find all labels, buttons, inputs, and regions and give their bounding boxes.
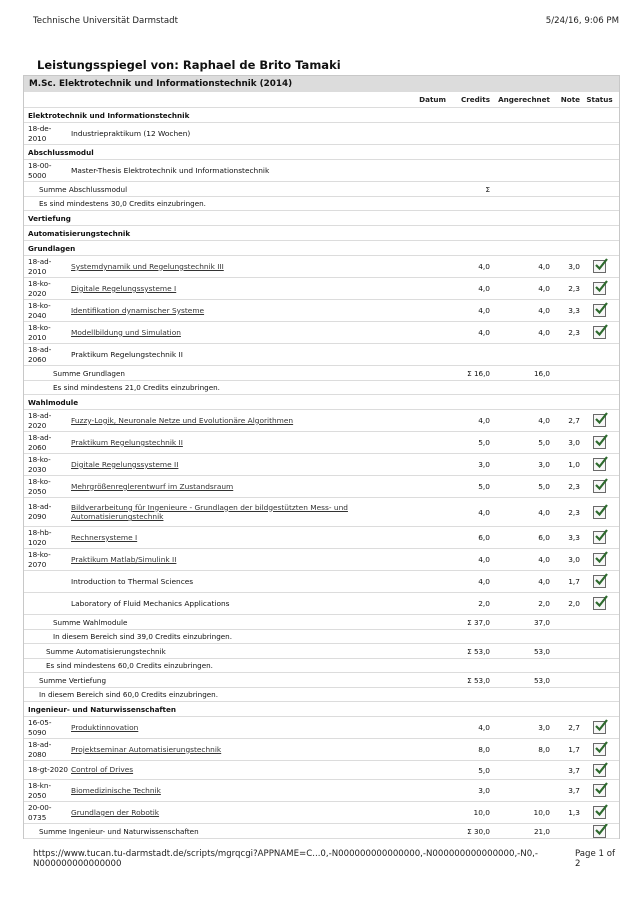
module-code: 16-05-5090 bbox=[28, 717, 52, 737]
footer-url: https://www.tucan.tu-darmstadt.de/scripts/mgrqcgi?APPNAME=C...0,-N000000000000000,-N000000000000000,-N0,-N000000000000000 bbox=[33, 849, 538, 869]
status-cell bbox=[580, 278, 619, 300]
module-code: 20-00-0735 bbox=[28, 802, 52, 822]
col-note: Note bbox=[560, 95, 580, 104]
module-code: 18-ko-2040 bbox=[28, 300, 51, 320]
module-code: 18-kn-2050 bbox=[28, 780, 52, 800]
module-link[interactable]: Biomedizinische Technik bbox=[71, 785, 161, 795]
status-cell bbox=[580, 673, 619, 688]
sum-row bbox=[24, 615, 619, 630]
group-label: Automatisierungstechnik bbox=[28, 228, 131, 238]
header-institution: Technische Universität Darmstadt bbox=[33, 16, 178, 26]
module-note bbox=[550, 123, 580, 145]
module-link[interactable]: Praktikum Matlab/Simulink II bbox=[71, 554, 177, 564]
status-check-icon bbox=[593, 480, 606, 493]
module-angerechnet: 4,0 bbox=[538, 306, 550, 315]
status-cell bbox=[580, 615, 619, 630]
sum-label: Summe Wahlmodule bbox=[53, 617, 128, 627]
module-note: 2,3 bbox=[568, 284, 580, 293]
requirement-note: In diesem Bereich sind 39,0 Credits einzubringen. bbox=[53, 632, 233, 641]
module-row bbox=[24, 300, 619, 322]
module-credits: 3,0 bbox=[478, 460, 490, 469]
module-angerechnet bbox=[490, 344, 550, 366]
module-name: Master-Thesis Elektrotechnik und Informationstechnik bbox=[71, 165, 270, 175]
status-check-icon bbox=[593, 260, 606, 273]
status-check-icon bbox=[593, 597, 606, 610]
module-angerechnet: 5,0 bbox=[538, 438, 550, 447]
group-header-row bbox=[24, 226, 619, 241]
module-credits: 8,0 bbox=[478, 745, 490, 754]
sum-row bbox=[24, 673, 619, 688]
module-code: 18-de-2010 bbox=[28, 123, 52, 143]
module-credits: 4,0 bbox=[478, 284, 490, 293]
status-cell bbox=[580, 717, 619, 739]
transcript-table bbox=[24, 92, 619, 839]
sum-credits: Σ bbox=[485, 184, 490, 194]
module-name: Introduction to Thermal Sciences bbox=[71, 576, 194, 586]
module-link[interactable]: Digitale Regelungssysteme II bbox=[71, 459, 179, 469]
status-cell bbox=[580, 322, 619, 344]
status-check-icon bbox=[593, 414, 606, 427]
sum-row bbox=[24, 366, 619, 381]
module-credits: 10,0 bbox=[473, 808, 490, 817]
module-code: 18-ad-2020 bbox=[28, 410, 52, 430]
status-cell bbox=[580, 300, 619, 322]
module-note bbox=[550, 160, 580, 182]
module-row bbox=[24, 476, 619, 498]
module-code: 18-ad-2090 bbox=[28, 502, 52, 521]
module-code: 18-ad-2060 bbox=[28, 344, 52, 364]
requirement-note-row bbox=[24, 630, 619, 644]
sum-label: Summe Ingenieur- und Naturwissenschaften bbox=[39, 826, 199, 836]
module-angerechnet: 5,0 bbox=[538, 482, 550, 491]
module-note: 1,7 bbox=[568, 745, 580, 754]
status-check-icon bbox=[593, 743, 606, 756]
col-angerechnet: Angerechnet bbox=[498, 95, 550, 104]
module-note: 1,0 bbox=[568, 460, 580, 469]
module-note: 2,3 bbox=[568, 507, 580, 517]
status-check-icon bbox=[593, 784, 606, 797]
status-cell bbox=[580, 432, 619, 454]
status-cell bbox=[580, 366, 619, 381]
status-cell bbox=[580, 571, 619, 593]
sum-angerechnet: 53,0 bbox=[533, 675, 550, 685]
sum-row bbox=[24, 644, 619, 659]
module-note: 1,7 bbox=[568, 577, 580, 586]
status-cell bbox=[580, 454, 619, 476]
group-label: Wahlmodule bbox=[28, 397, 79, 407]
sum-credits: Σ 30,0 bbox=[467, 826, 490, 836]
status-check-icon bbox=[593, 304, 606, 317]
column-header-row bbox=[24, 92, 619, 108]
module-credits: 6,0 bbox=[478, 533, 490, 542]
module-code: 18-ad-2060 bbox=[28, 432, 52, 452]
module-note: 2,7 bbox=[568, 723, 580, 732]
module-angerechnet: 3,0 bbox=[538, 460, 550, 469]
module-code: 18-ko-2070 bbox=[28, 549, 51, 569]
status-cell bbox=[580, 160, 619, 182]
sum-credits: Σ 53,0 bbox=[467, 675, 490, 685]
module-row bbox=[24, 593, 619, 615]
module-row bbox=[24, 454, 619, 476]
status-check-icon bbox=[593, 553, 606, 566]
group-label: Abschlussmodul bbox=[28, 147, 94, 157]
module-angerechnet: 4,0 bbox=[538, 577, 550, 586]
module-note: 3,3 bbox=[568, 533, 580, 542]
status-cell bbox=[580, 182, 619, 197]
status-cell bbox=[580, 410, 619, 432]
program-title: M.Sc. Elektrotechnik und Informationstechnik (2014) bbox=[24, 76, 619, 92]
module-angerechnet: 8,0 bbox=[538, 745, 550, 754]
module-row bbox=[24, 761, 619, 780]
group-header-row bbox=[24, 108, 619, 123]
module-link[interactable]: Bildverarbeitung für Ingenieure - Grundlagen der bildgestützten Mess- und Automatisierungstechnik bbox=[71, 502, 348, 521]
status-check-icon bbox=[593, 436, 606, 449]
sum-angerechnet: 37,0 bbox=[533, 617, 550, 627]
module-credits: 4,0 bbox=[478, 416, 490, 425]
module-name: Laboratory of Fluid Mechanics Applications bbox=[71, 598, 230, 608]
print-footer bbox=[33, 849, 619, 869]
module-angerechnet: 2,0 bbox=[538, 599, 550, 608]
status-check-icon bbox=[593, 458, 606, 471]
module-credits: 4,0 bbox=[478, 555, 490, 564]
module-angerechnet: 4,0 bbox=[538, 507, 550, 517]
module-code: 18-ad-2010 bbox=[28, 256, 52, 276]
module-name: Praktikum Regelungstechnik II bbox=[71, 349, 183, 359]
module-row bbox=[24, 410, 619, 432]
status-cell bbox=[580, 761, 619, 780]
status-check-icon bbox=[593, 326, 606, 339]
module-credits bbox=[446, 344, 490, 366]
group-header-row bbox=[24, 145, 619, 160]
module-note: 3,7 bbox=[568, 786, 580, 795]
status-cell bbox=[580, 476, 619, 498]
module-link[interactable]: Grundlagen der Robotik bbox=[71, 807, 160, 817]
status-check-icon bbox=[593, 764, 606, 777]
module-row bbox=[24, 802, 619, 824]
module-note: 3,0 bbox=[568, 555, 580, 564]
module-note: 2,0 bbox=[568, 599, 580, 608]
module-code: 18-ko-2020 bbox=[28, 278, 51, 298]
module-angerechnet bbox=[490, 123, 550, 145]
status-check-icon bbox=[593, 825, 606, 838]
module-credits: 2,0 bbox=[478, 599, 490, 608]
module-angerechnet bbox=[490, 780, 550, 802]
module-angerechnet: 4,0 bbox=[538, 328, 550, 337]
sum-angerechnet: 21,0 bbox=[533, 826, 550, 836]
module-link[interactable]: Rechnersysteme I bbox=[71, 532, 138, 542]
module-row bbox=[24, 739, 619, 761]
module-angerechnet: 4,0 bbox=[538, 416, 550, 425]
module-row bbox=[24, 549, 619, 571]
status-check-icon bbox=[593, 721, 606, 734]
status-cell bbox=[580, 739, 619, 761]
module-code: 18-hb-1020 bbox=[28, 527, 52, 547]
module-note: 2,3 bbox=[568, 328, 580, 337]
module-angerechnet: 10,0 bbox=[533, 808, 550, 817]
group-header-row bbox=[24, 702, 619, 717]
status-cell bbox=[580, 527, 619, 549]
status-check-icon bbox=[593, 282, 606, 295]
status-cell bbox=[580, 498, 619, 527]
module-row bbox=[24, 717, 619, 739]
group-label: Ingenieur- und Naturwissenschaften bbox=[28, 704, 176, 714]
status-check-icon bbox=[593, 575, 606, 588]
module-row bbox=[24, 123, 619, 145]
sum-row bbox=[24, 824, 619, 839]
module-name: Industriepraktikum (12 Wochen) bbox=[71, 128, 191, 138]
module-code: 18-ko-2050 bbox=[28, 476, 51, 496]
module-angerechnet bbox=[490, 761, 550, 780]
col-datum: Datum bbox=[419, 95, 446, 104]
module-angerechnet: 4,0 bbox=[538, 284, 550, 293]
module-angerechnet bbox=[490, 160, 550, 182]
module-note: 3,0 bbox=[568, 438, 580, 447]
status-cell bbox=[580, 344, 619, 366]
footer-page: Page 1 of 2 bbox=[574, 849, 615, 869]
module-credits: 4,0 bbox=[478, 328, 490, 337]
module-row bbox=[24, 278, 619, 300]
group-header-row bbox=[24, 395, 619, 410]
sum-label: Summe Abschlussmodul bbox=[39, 184, 128, 194]
group-label: Elektrotechnik und Informationstechnik bbox=[28, 110, 190, 120]
module-note: 2,3 bbox=[568, 482, 580, 491]
status-cell bbox=[580, 593, 619, 615]
module-row bbox=[24, 344, 619, 366]
module-credits: 4,0 bbox=[478, 723, 490, 732]
transcript-table-container bbox=[23, 75, 620, 839]
status-check-icon bbox=[593, 806, 606, 819]
requirement-note: Es sind mindestens 30,0 Credits einzubringen. bbox=[39, 199, 206, 208]
sum-row bbox=[24, 182, 619, 197]
module-credits: 4,0 bbox=[478, 507, 490, 517]
module-angerechnet: 6,0 bbox=[538, 533, 550, 542]
module-row bbox=[24, 498, 619, 527]
page-title: Leistungsspiegel von: Raphael de Brito Tamaki bbox=[37, 58, 341, 72]
requirement-note: Es sind mindestens 60,0 Credits einzubringen. bbox=[46, 661, 213, 670]
module-credits: 5,0 bbox=[478, 482, 490, 491]
module-row bbox=[24, 160, 619, 182]
module-row bbox=[24, 527, 619, 549]
module-credits: 3,0 bbox=[478, 786, 490, 795]
module-note: 3,7 bbox=[568, 765, 580, 775]
module-code: 18-ko-2010 bbox=[28, 322, 51, 342]
module-credits: 5,0 bbox=[478, 765, 490, 775]
sum-credits: Σ 16,0 bbox=[467, 368, 490, 378]
module-credits: 4,0 bbox=[478, 262, 490, 271]
module-code: 18-gt-2020 bbox=[28, 765, 68, 774]
sum-label: Summe Grundlagen bbox=[53, 368, 125, 378]
module-row bbox=[24, 322, 619, 344]
requirement-note-row bbox=[24, 688, 619, 702]
sum-credits: Σ 53,0 bbox=[467, 646, 490, 656]
status-cell bbox=[580, 824, 619, 839]
header-datetime: 5/24/16, 9:06 PM bbox=[545, 16, 619, 26]
module-row bbox=[24, 571, 619, 593]
module-credits: 4,0 bbox=[478, 577, 490, 586]
module-note: 1,3 bbox=[568, 808, 580, 817]
sum-angerechnet bbox=[490, 182, 550, 197]
requirement-note-row bbox=[24, 381, 619, 395]
print-header bbox=[33, 16, 619, 26]
module-link[interactable]: Projektseminar Automatisierungstechnik bbox=[71, 744, 222, 754]
col-status: Status bbox=[586, 95, 613, 104]
module-credits bbox=[446, 123, 490, 145]
module-credits: 5,0 bbox=[478, 438, 490, 447]
module-link[interactable]: Mehrgrößenreglerentwurf im Zustandsraum bbox=[71, 481, 234, 491]
status-cell bbox=[580, 802, 619, 824]
module-angerechnet: 3,0 bbox=[538, 723, 550, 732]
group-label: Grundlagen bbox=[28, 243, 76, 253]
module-link[interactable]: Identifikation dynamischer Systeme bbox=[71, 305, 205, 315]
sum-angerechnet: 16,0 bbox=[533, 368, 550, 378]
module-code bbox=[24, 571, 68, 593]
module-note bbox=[550, 344, 580, 366]
module-credits bbox=[446, 160, 490, 182]
module-row bbox=[24, 256, 619, 278]
status-check-icon bbox=[593, 531, 606, 544]
module-code: 18-ko-2030 bbox=[28, 454, 51, 474]
module-link[interactable]: Systemdynamik und Regelungstechnik III bbox=[71, 261, 224, 271]
module-credits: 4,0 bbox=[478, 306, 490, 315]
module-note: 3,3 bbox=[568, 306, 580, 315]
module-row bbox=[24, 780, 619, 802]
sum-credits: Σ 37,0 bbox=[467, 617, 490, 627]
module-note: 2,7 bbox=[568, 416, 580, 425]
status-cell bbox=[580, 256, 619, 278]
requirement-note: Es sind mindestens 21,0 Credits einzubringen. bbox=[53, 383, 220, 392]
module-note: 3,0 bbox=[568, 262, 580, 271]
requirement-note: In diesem Bereich sind 60,0 Credits einzubringen. bbox=[39, 690, 219, 699]
module-code bbox=[24, 593, 68, 615]
sum-label: Summe Automatisierungstechnik bbox=[46, 646, 166, 656]
status-cell bbox=[580, 644, 619, 659]
module-code: 18-00-5000 bbox=[28, 160, 52, 180]
sum-label: Summe Vertiefung bbox=[39, 675, 107, 685]
module-link[interactable]: Fuzzy-Logik, Neuronale Netze und Evolutionäre Algorithmen bbox=[71, 415, 294, 425]
module-link[interactable]: Praktikum Regelungstechnik II bbox=[71, 437, 183, 447]
module-link[interactable]: Control of Drives bbox=[71, 765, 134, 775]
module-link[interactable]: Produktinnovation bbox=[71, 722, 139, 732]
status-cell bbox=[580, 123, 619, 145]
status-cell bbox=[580, 780, 619, 802]
status-cell bbox=[580, 549, 619, 571]
module-link[interactable]: Modellbildung und Simulation bbox=[71, 327, 181, 337]
module-angerechnet: 4,0 bbox=[538, 262, 550, 271]
requirement-note-row bbox=[24, 197, 619, 211]
module-code: 18-ad-2080 bbox=[28, 739, 52, 759]
module-link[interactable]: Digitale Regelungssysteme I bbox=[71, 283, 177, 293]
group-header-row bbox=[24, 241, 619, 256]
module-angerechnet: 4,0 bbox=[538, 555, 550, 564]
module-row bbox=[24, 432, 619, 454]
requirement-note-row bbox=[24, 659, 619, 673]
sum-angerechnet: 53,0 bbox=[533, 646, 550, 656]
group-header-row bbox=[24, 211, 619, 226]
group-label: Vertiefung bbox=[28, 213, 71, 223]
col-credits: Credits bbox=[460, 95, 490, 104]
status-check-icon bbox=[593, 506, 606, 519]
